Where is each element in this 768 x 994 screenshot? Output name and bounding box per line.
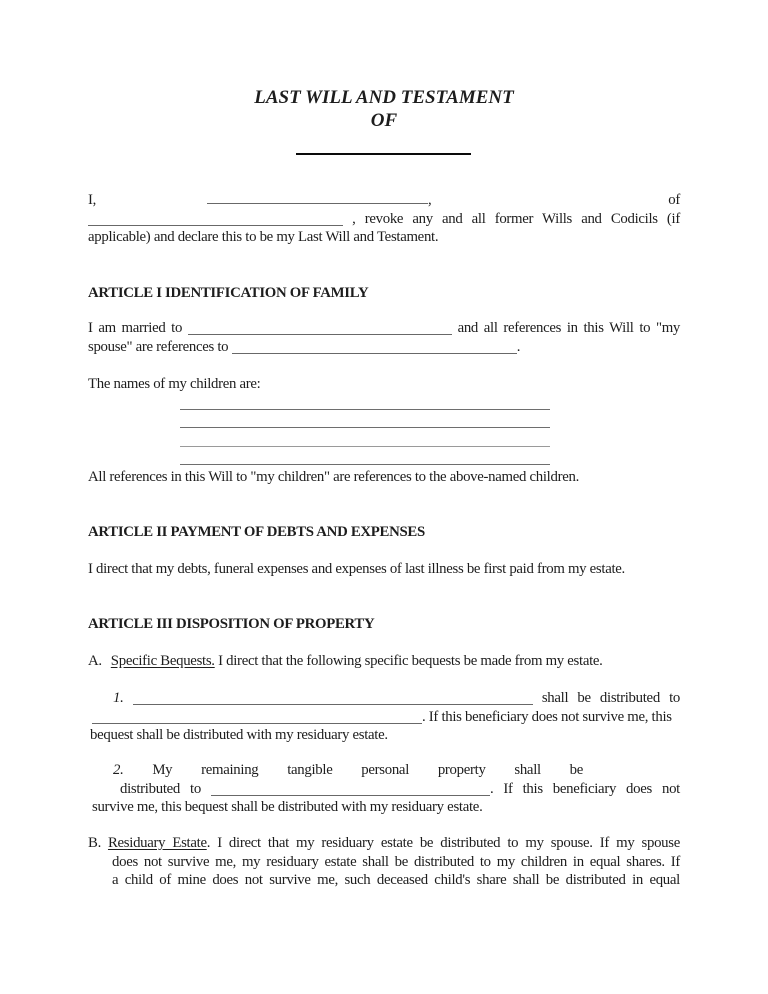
item-2-line-1 — [88, 761, 583, 780]
debts-paragraph: I direct that my debts, funeral expenses and expenses of last illness be first paid from my estate. — [88, 561, 625, 577]
married-line-1 — [88, 319, 680, 338]
children-note: All references in this Will to "my children" are references to the above-named children. — [88, 469, 579, 485]
opening-of: of — [668, 192, 680, 208]
item-2-to: to — [190, 780, 201, 797]
testator-address-blank[interactable] — [88, 212, 343, 226]
opening-line-2 — [88, 210, 680, 229]
specific-bequests-title: Specific Bequests. — [110, 653, 215, 669]
item-2-words: My remaining tangible personal property shall be — [152, 762, 584, 778]
married-after: and all references in this Will to "my — [457, 320, 681, 336]
married-pre: I am married to — [88, 320, 183, 336]
child-name-line-3[interactable] — [180, 446, 550, 447]
item-a-label: A. — [88, 653, 102, 669]
bequest-2-beneficiary-blank[interactable] — [211, 782, 490, 796]
married-line-2 — [88, 338, 680, 357]
item-b-line-2: does not survive me, my residuary estate shall be distributed to my children in equal shares. If — [112, 853, 680, 870]
testator-name-line[interactable] — [296, 153, 471, 155]
spouse-reference-blank[interactable] — [232, 340, 517, 354]
spouse-name-blank[interactable] — [188, 321, 452, 335]
opening-paragraph — [88, 190, 680, 247]
item-1-line-2 — [88, 708, 680, 727]
bequest-1-property-blank[interactable] — [133, 691, 533, 705]
item-b-line-3: a child of mine does not survive me, such deceased child's share shall be distributed in equal — [112, 872, 680, 888]
child-name-row — [88, 429, 680, 448]
article-3-heading: ARTICLE III DISPOSITION OF PROPERTY — [88, 616, 375, 632]
item-2-line-3: survive me, this bequest shall be distributed with my residuary estate. — [92, 799, 483, 815]
item-2-number: 2. — [113, 762, 124, 778]
child-name-row — [88, 448, 680, 467]
item-b-line-1 — [88, 834, 680, 853]
married-paragraph — [88, 319, 680, 356]
item-1-number: 1. — [113, 690, 124, 706]
article-1-heading: ARTICLE I IDENTIFICATION OF FAMILY — [88, 285, 369, 301]
opening-i: I, — [88, 192, 97, 208]
child-name-row — [88, 392, 680, 411]
item-2-line-2 — [88, 780, 680, 799]
document-title-of: OF — [370, 110, 398, 131]
opening-line-1 — [88, 190, 680, 210]
residuary-estate-title: Residuary Estate — [107, 835, 207, 851]
opening-revoke-text: , revoke any and all former Wills and Codicils (if — [352, 210, 680, 227]
item-1-after: shall be distributed to — [541, 690, 680, 706]
opening-comma: , — [428, 192, 432, 208]
opening-line-3: applicable) and declare this to be my Last Will and Testament. — [88, 229, 439, 245]
child-name-row — [88, 411, 680, 430]
document-title: LAST WILL AND TESTAMENT — [254, 87, 514, 108]
item-1-line-3: bequest shall be distributed with my residuary estate. — [90, 727, 388, 743]
item-2-distributed: distributed — [120, 780, 180, 797]
child-name-line-2[interactable] — [180, 427, 550, 428]
child-name-line-1[interactable] — [180, 409, 550, 410]
specific-bequests-line — [88, 652, 680, 671]
bequest-item-1 — [88, 689, 680, 745]
bequest-1-beneficiary-blank[interactable] — [92, 710, 422, 724]
item-1-line-1 — [88, 689, 680, 708]
specific-bequests-text: I direct that the following specific bequests be made from my estate. — [218, 653, 603, 669]
bequest-item-2 — [88, 761, 680, 817]
child-name-line-4[interactable] — [180, 464, 550, 465]
item-1-survive-text: . If this beneficiary does not survive me, this — [422, 708, 672, 725]
item-b-after: . I direct that my residuary estate be distributed to my spouse. If my spouse — [206, 835, 680, 851]
article-2-heading: ARTICLE II PAYMENT OF DEBTS AND EXPENSES — [88, 524, 425, 540]
spouse-ref-pre: spouse" are references to — [88, 338, 229, 355]
item-2-after: . If this beneficiary does not — [489, 780, 680, 797]
item-b-label: B. — [88, 835, 101, 851]
testator-name-blank[interactable] — [207, 190, 428, 204]
document-title-block — [88, 86, 680, 132]
residuary-estate-paragraph — [88, 834, 680, 890]
children-name-lines — [88, 392, 680, 466]
spouse-ref-period: . — [516, 338, 521, 355]
children-intro: The names of my children are: — [88, 376, 261, 392]
